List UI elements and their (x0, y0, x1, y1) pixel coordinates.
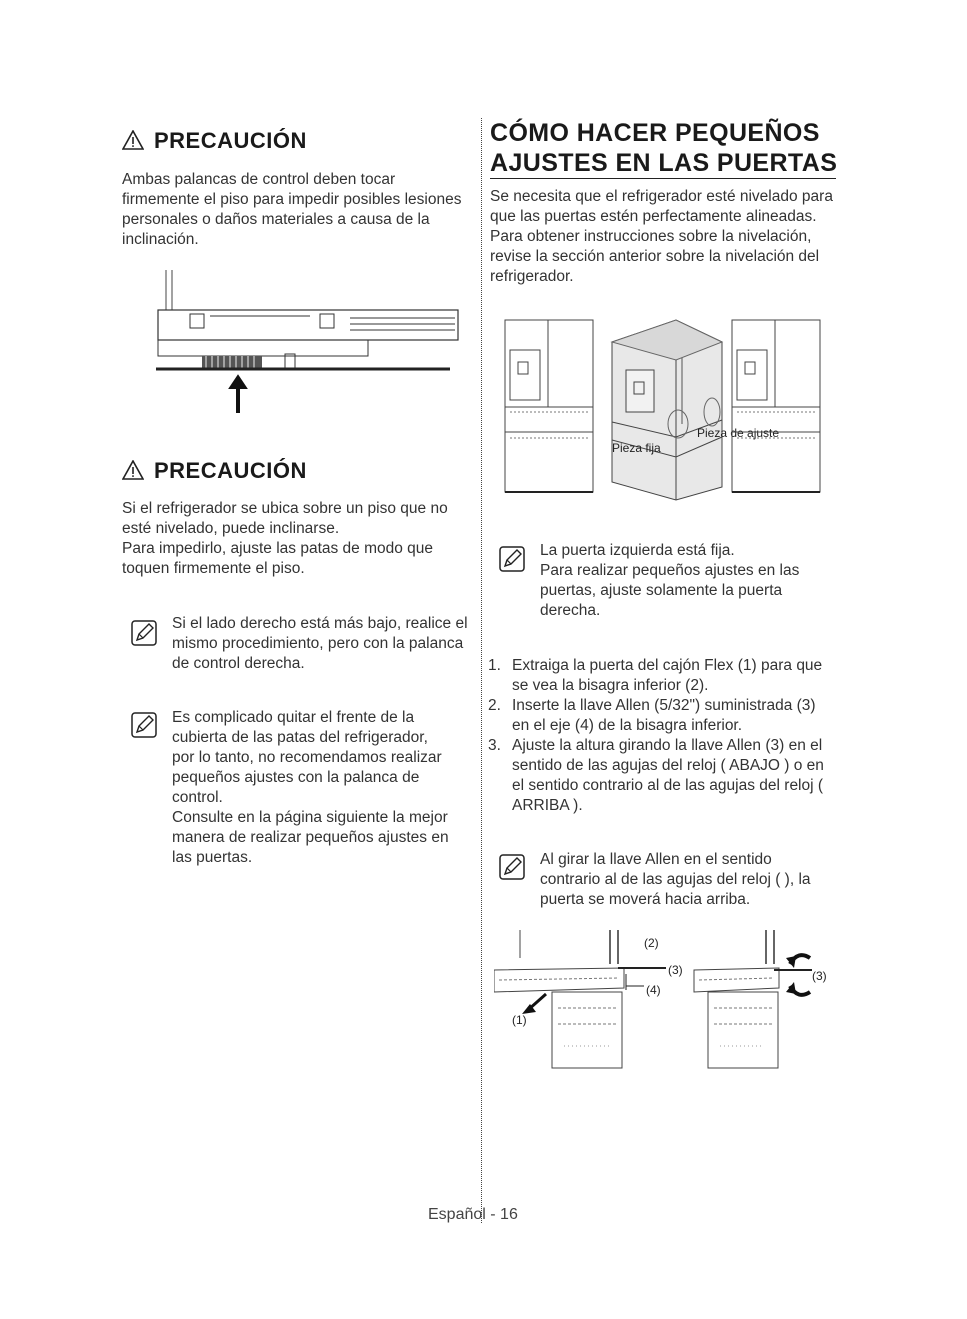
title-underline (490, 178, 836, 179)
hinge-label-3: (3) (668, 963, 683, 977)
caution-heading-2 (122, 458, 307, 484)
hinge-label-2: (2) (644, 936, 659, 950)
fixed-part-label: Pieza fija (612, 441, 661, 455)
column-divider (481, 118, 482, 1223)
caution-title-1: PRECAUCIÓN (154, 128, 307, 153)
note-2-line1: Es complicado quitar el frente de la cubierta de las patas del refrigerador, por lo tanto, no recomendamos realizar pequeños ajustes con la palanca de control. (172, 709, 442, 806)
caution-heading-1 (122, 128, 307, 154)
hinge-label-1: (1) (512, 1013, 527, 1027)
step-item (488, 736, 834, 816)
hinge-label-4: (4) (646, 983, 661, 997)
note-1-text: Si el lado derecho está más bajo, realice el mismo procedimiento, pero con la palanca de control derecha. (172, 615, 468, 672)
step-text: Extraiga la puerta del cajón Flex (1) para que se vea la bisagra inferior (2). (512, 657, 823, 694)
right-note-line1: La puerta izquierda está fija. (540, 542, 735, 559)
leveling-leg-illustration (150, 270, 460, 415)
section-title (490, 118, 837, 178)
note-2-text (172, 708, 452, 868)
section-title-line1: CÓMO HACER PEQUEÑOS (490, 119, 820, 147)
hinge-adjustment-illustration (494, 928, 839, 1070)
right-note-text (540, 541, 810, 621)
step-item (488, 656, 834, 696)
step-number: 1. (488, 657, 501, 674)
note-pencil-icon (131, 712, 157, 738)
caution-text-2-line1: Si el refrigerador se ubica sobre un piso que no esté nivelado, puede inclinarse. (122, 500, 448, 537)
step-text: Ajuste la altura girando la llave Allen (3) en el sentido de las agujas del reloj ( ABAJO ) o en el sentido contrario al de las agujas del reloj ( ARRIBA ). (512, 737, 824, 814)
hinge-right-label-3: (3) (812, 969, 827, 983)
adjust-part-label: Pieza de ajuste (697, 426, 780, 440)
warning-triangle-icon (122, 130, 144, 150)
section-title-line2: AJUSTES EN LAS PUERTAS (490, 149, 838, 177)
right-note-line2: Para realizar pequeños ajustes en las puertas, ajuste solamente la puerta derecha. (540, 562, 800, 619)
note-2-line2: Consulte en la página siguiente la mejor manera de realizar pequeños ajustes en las puertas. (172, 809, 449, 866)
caution-text-2-line2: Para impedirlo, ajuste las patas de modo que toquen firmemente el piso. (122, 540, 434, 577)
note-pencil-icon (131, 620, 157, 646)
steps-list (488, 656, 834, 816)
note-pencil-icon (499, 546, 525, 572)
page-footer: Español - 16 (428, 1206, 518, 1223)
intro-text: Se necesita que el refrigerador esté nivelado para que las puertas estén perfectamente alineadas. Para obtener instrucciones sobre la nivelación, revise la sección anterior sobre la nivelación del refrigerador. (490, 188, 833, 285)
step-text: Inserte la llave Allen (5/32") suministrada (3) en el eje (4) de la bisagra inferior. (512, 697, 816, 734)
note-pencil-icon (499, 854, 525, 880)
right-note-2-text: Al girar la llave Allen en el sentido contrario al de las agujas del reloj ( ), la puerta se moverá hacia arriba. (540, 851, 811, 908)
caution-title-2: PRECAUCIÓN (154, 458, 307, 483)
caution-text-1: Ambas palancas de control deben tocar firmemente el piso para impedir posibles lesiones personales o daños materiales a causa de la inclinación. (122, 171, 462, 248)
refrigerator-doors-illustration (500, 312, 825, 502)
warning-triangle-icon (122, 460, 144, 480)
step-number: 2. (488, 697, 501, 714)
caution-text-2 (122, 499, 467, 579)
step-item (488, 696, 834, 736)
step-number: 3. (488, 737, 501, 754)
